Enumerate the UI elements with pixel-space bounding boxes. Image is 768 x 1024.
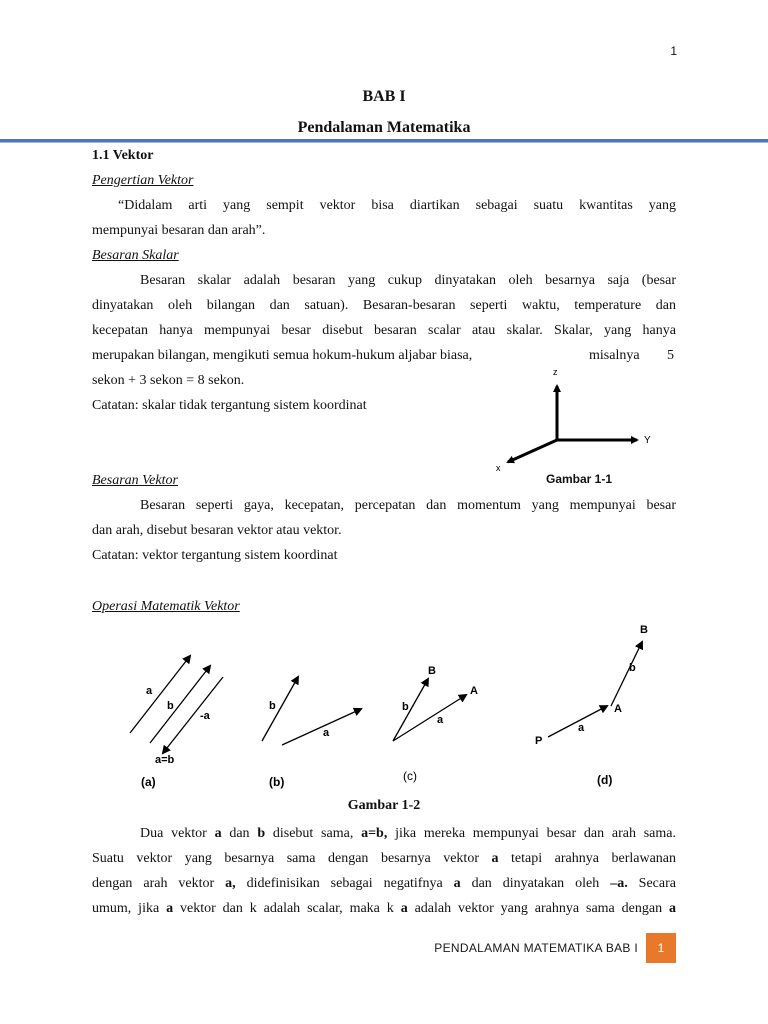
skalar-line-5: sekon + 3 sekon = 8 sekon. [92,373,245,388]
chapter-title: Pendalaman Matematika [297,119,471,136]
vector-a-arrow-b [282,709,361,745]
pengertian-title: Pengertian Vektor [92,173,194,188]
axis-z-label: z [553,367,558,377]
skalar-note: Catatan: skalar tidak tergantung sistem koordinat [92,398,367,413]
caption-b: (b) [269,775,285,789]
vektor-title: Besaran Vektor [92,473,178,488]
vektor-line-1: Besaran seperti gaya, kecepatan, percepatan dan momentum yang mempunyai besar [140,498,676,513]
footer-page-number: 1 [646,933,676,963]
figure-2b [262,677,361,789]
skalar-line-4a: merupakan bilangan, mengikuti semua hokum-hukum aljabar biasa, [92,348,473,363]
caption-c: (c) [403,769,417,783]
vektor-line-2: dan arah, disebut besaran vektor atau vektor. [92,523,342,538]
closing-line-2: Suatu vektor yang besarnya sama dengan besarnya vektor a tetapi arahnya berlawanan [92,851,676,866]
label-a: a [146,685,153,697]
skalar-line-2: dinyatakan oleh bilangan dan satuan). Besaran-besaran seperti waktu, temperature dan [92,298,676,313]
pengertian-line-1: “Didalam arti yang sempit vektor bisa diartikan sebagai suatu kwantitas yang [118,198,676,213]
label-P-d: P [535,735,543,747]
footer-label: PENDALAMAN MATEMATIKA BAB I [434,941,638,955]
label-neg-a: -a [200,710,210,722]
label-a-eq-b: a=b [155,754,175,766]
caption-d: (d) [597,773,613,787]
figure-1-2-caption: Gambar 1-2 [347,798,421,813]
label-A-c: A [470,685,478,697]
figure-2a [130,656,223,789]
skalar-line-4c: 5 [667,348,674,363]
figure-1-2-vector-operations [110,615,670,795]
closing-line-1: Dua vektor a dan b disebut sama, a=b, jika mereka mempunyai besar dan arah sama. [140,826,676,841]
axis-y-label: Y [644,435,651,446]
closing-line-3: dengan arah vektor a, didefinisikan sebagai negatifnya a dan dinyatakan oleh –a. Secara [92,876,676,891]
figure-2c [393,665,478,783]
label-b: b [167,700,174,712]
label-b-b: b [269,700,276,712]
vector-b-arrow-d [611,642,642,706]
closing-line-4: umum, jika a vektor dan k adalah scalar, maka k a adalah vektor yang arahnya sama dengan a [92,901,676,916]
section-heading: 1.1 Vektor [92,148,154,163]
skalar-title: Besaran Skalar [92,248,179,263]
label-a-d: a [578,722,585,734]
label-b-c: b [402,701,409,713]
axis-x-label: x [496,463,501,473]
label-a-b: a [323,727,330,739]
vektor-note: Catatan: vektor tergantung sistem koordinat [92,548,338,563]
pengertian-line-2: mempunyai besaran dan arah”. [92,223,266,238]
x-axis-arrow [508,440,557,462]
caption-a: (a) [141,775,156,789]
label-a-c: a [437,714,444,726]
chapter-label: BAB I [362,88,406,105]
header-page-number: 1 [670,44,677,58]
vector-b-arrow-c [393,679,428,741]
skalar-line-3: kecepatan hanya mempunyai besar disebut besaran scalar atau skalar. Skalar, yang hanya [92,323,676,338]
operasi-title: Operasi Matematik Vektor [92,599,240,614]
label-B-d: B [640,624,648,636]
figure-2d [535,624,648,787]
vector-b-arrow-b [262,677,298,741]
figure-1-1-axes [490,360,670,475]
skalar-line-1: Besaran skalar adalah besaran yang cukup dinyatakan oleh besarnya saja (besar [140,273,676,288]
label-B-c: B [428,665,436,677]
label-A-d: A [614,703,622,715]
figure-1-1-caption: Gambar 1-1 [546,472,613,486]
skalar-line-4b: misalnya [589,348,640,363]
label-b-d: b [629,662,636,674]
vector-a-arrow [130,656,190,733]
